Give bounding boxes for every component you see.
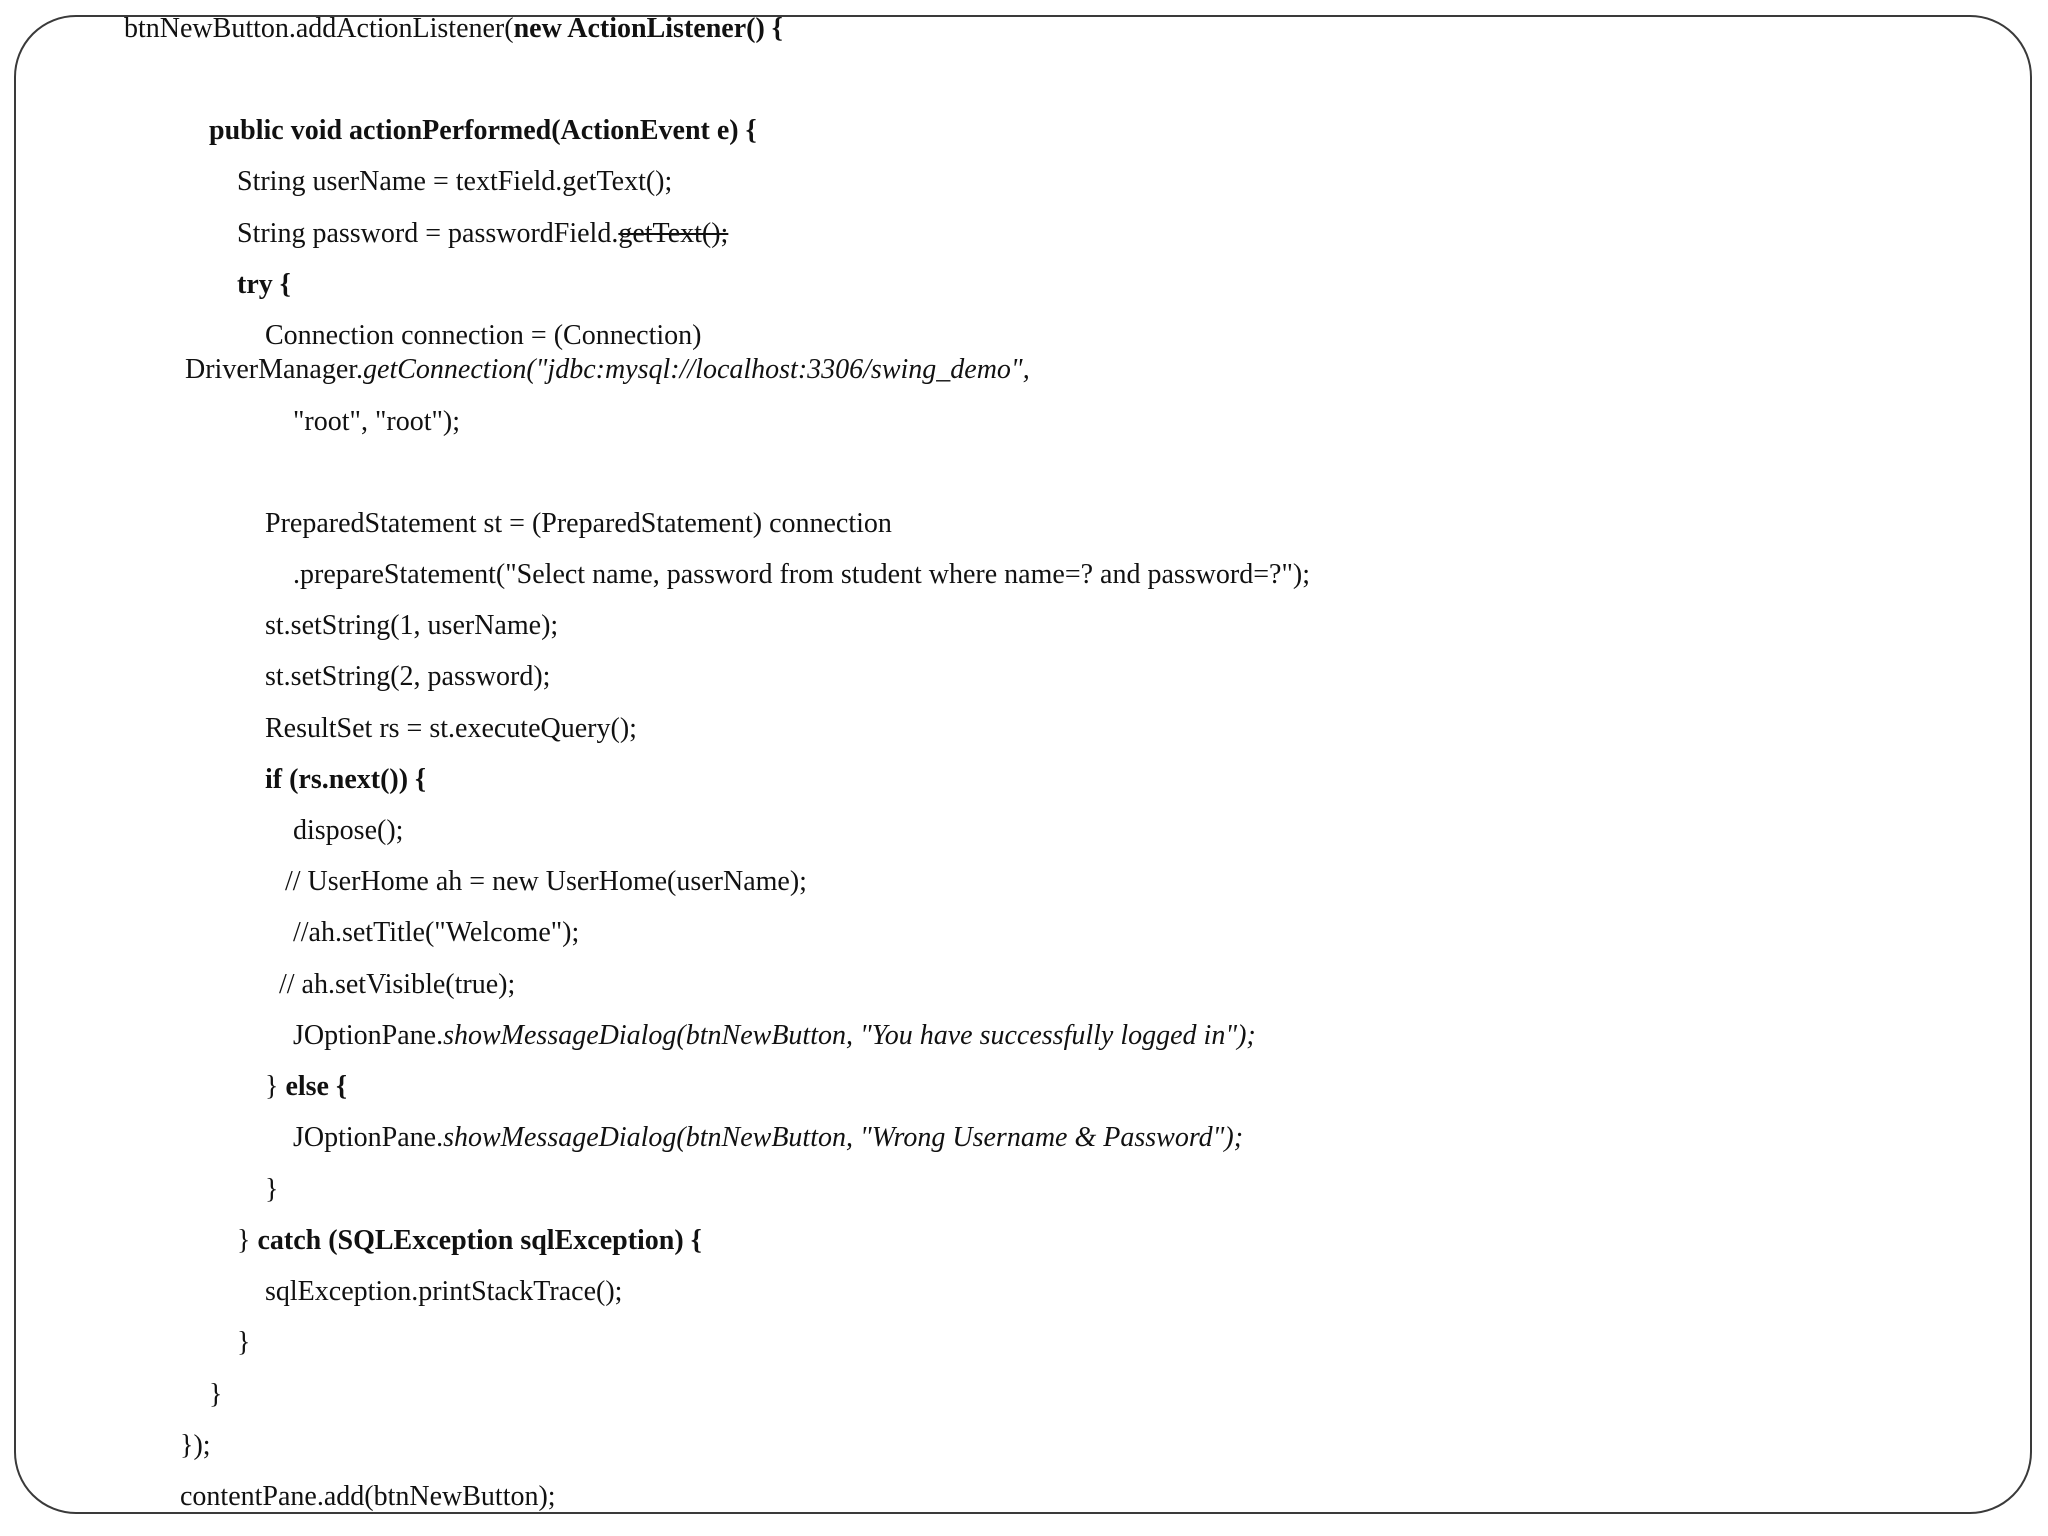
code-line (180, 1481, 556, 1513)
code-comment: //ah.setTitle("Welcome"); (293, 917, 580, 948)
code-line (265, 508, 892, 540)
code-text: } (265, 1071, 286, 1102)
code-text: sqlException.printStackTrace(); (265, 1276, 623, 1307)
code-line (265, 320, 701, 352)
code-keyword: else { (285, 1071, 348, 1102)
code-comment: // ah.setVisible(true); (279, 969, 516, 1000)
code-keyword: if (rs.next()) { (265, 764, 427, 795)
code-line (285, 866, 807, 898)
code-italic: getConnection("jdbc:mysql://localhost:3306/swing_demo", (363, 354, 1030, 385)
code-line (293, 1020, 1256, 1052)
code-line (265, 1276, 622, 1308)
code-line (293, 917, 579, 949)
code-line (237, 1225, 702, 1257)
code-line (209, 1379, 222, 1411)
code-keyword: catch (SQLException sqlException) { (257, 1225, 702, 1256)
code-text: DriverManager. (185, 354, 364, 385)
code-text: }); (180, 1430, 211, 1461)
code-line (237, 1327, 250, 1359)
code-line (265, 764, 426, 796)
code-line (265, 713, 637, 745)
code-line (279, 969, 515, 1001)
code-text: } (265, 1174, 279, 1205)
code-italic: showMessageDialog(btnNewButton, "Wrong Username & Password"); (443, 1122, 1244, 1153)
code-text: st.setString(1, userName); (265, 610, 559, 641)
code-text: } (209, 1379, 223, 1410)
code-line (265, 610, 558, 642)
code-text: dispose(); (293, 815, 404, 846)
code-text: String userName = textField.getText(); (237, 166, 673, 197)
code-line (293, 1122, 1243, 1154)
code-line (265, 661, 550, 693)
code-line (293, 559, 1310, 591)
code-text: Connection connection = (Connection) (265, 320, 702, 351)
code-text: JOptionPane. (293, 1020, 444, 1051)
code-line (293, 406, 460, 438)
code-line (293, 815, 403, 847)
code-line (265, 1174, 278, 1206)
code-text: st.setString(2, password); (265, 661, 551, 692)
code-text: String password = passwordField. (237, 218, 619, 249)
code-text: ResultSet rs = st.executeQuery(); (265, 713, 637, 744)
code-text: PreparedStatement st = (PreparedStatement) connection (265, 508, 892, 539)
code-keyword: try { (237, 269, 291, 300)
code-keyword: new ActionListener() { (513, 13, 783, 44)
code-line (237, 269, 291, 301)
code-text: .prepareStatement("Select name, password from student where name=? and password=?"); (293, 559, 1310, 590)
code-line (180, 1430, 211, 1462)
code-italic: showMessageDialog(btnNewButton, "You have successfully logged in"); (443, 1020, 1256, 1051)
code-text: } (237, 1327, 251, 1358)
code-line (237, 218, 728, 250)
code-line (209, 115, 757, 147)
code-keyword: public void actionPerformed(ActionEvent e) { (209, 115, 757, 146)
code-line (265, 1071, 347, 1103)
code-text: "root", "root"); (293, 406, 461, 437)
code-comment: // UserHome ah = new UserHome(userName); (285, 866, 807, 897)
code-line (124, 13, 783, 45)
code-line (185, 354, 1030, 386)
code-strikethrough: getText(); (618, 218, 729, 249)
code-text: } (237, 1225, 258, 1256)
code-text: JOptionPane. (293, 1122, 444, 1153)
code-line (237, 166, 672, 198)
code-text: contentPane.add(btnNewButton); (180, 1481, 556, 1512)
code-text: btnNewButton.addActionListener( (124, 13, 514, 44)
